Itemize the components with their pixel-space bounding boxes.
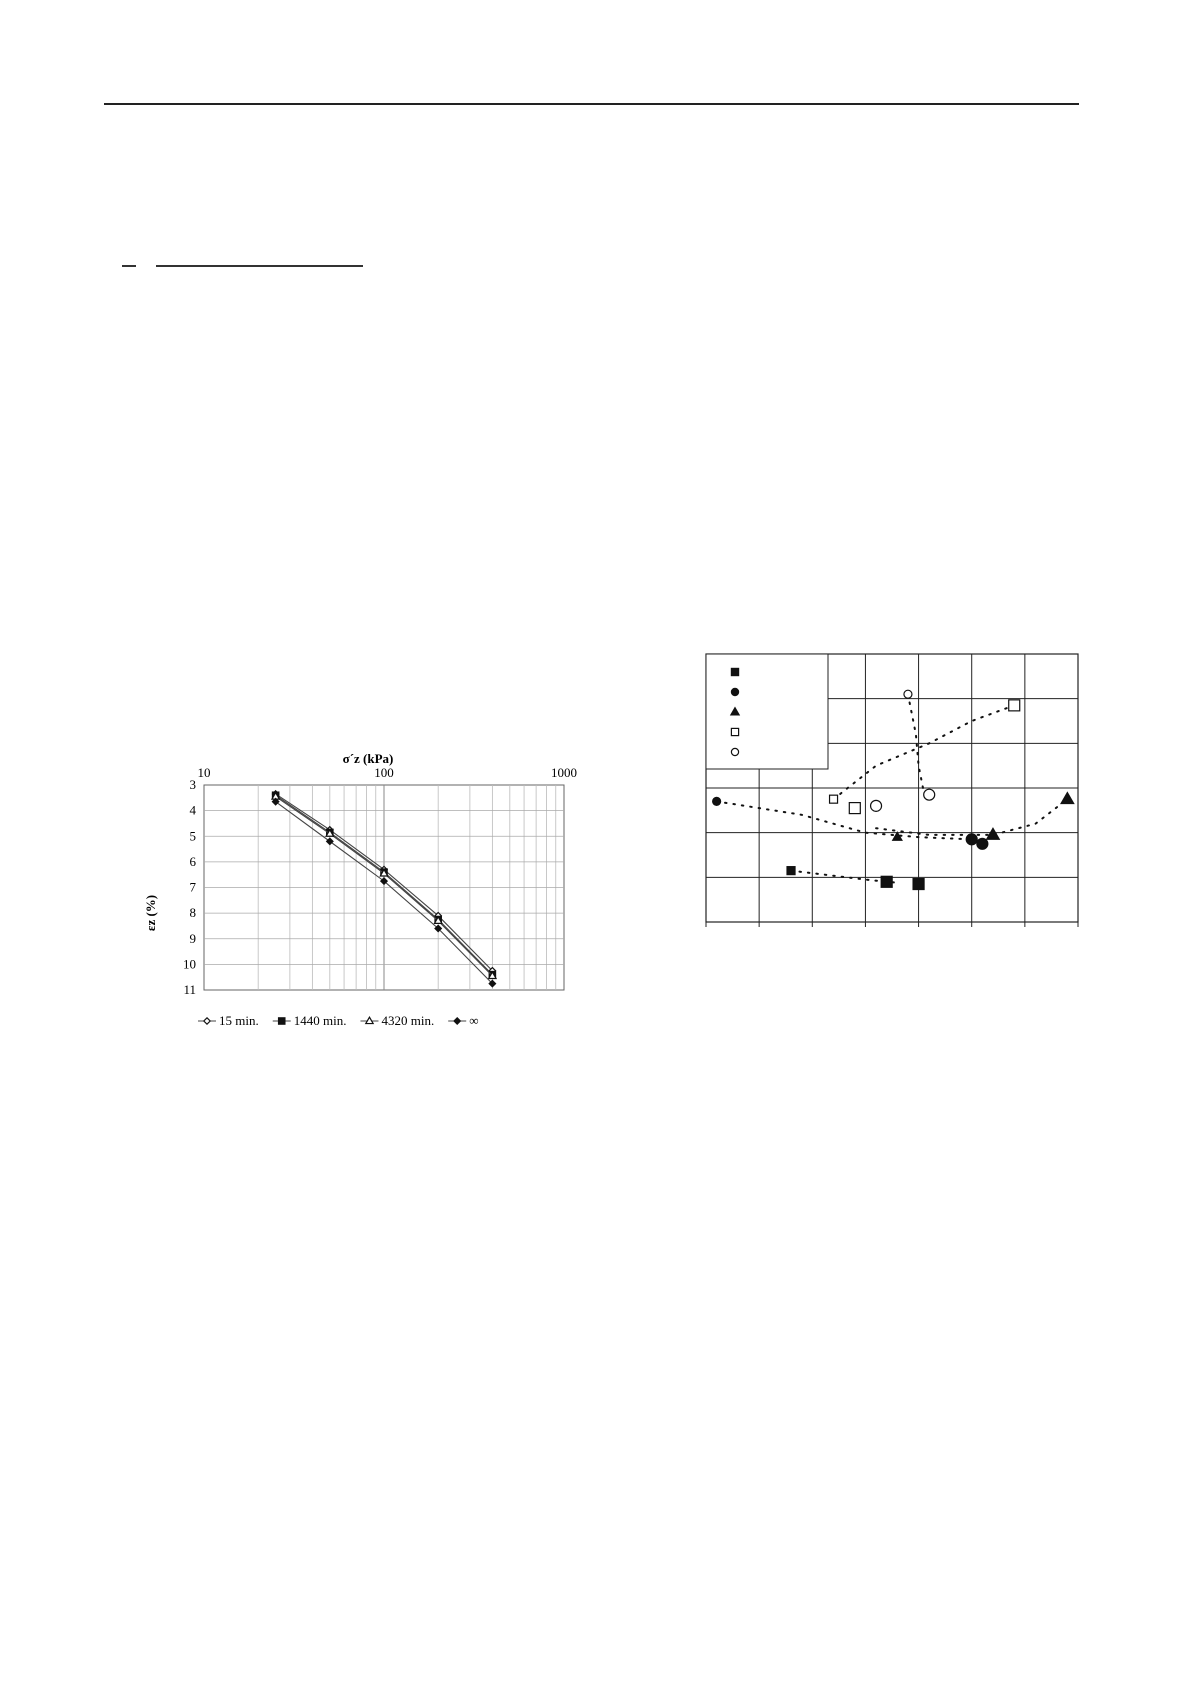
section-number-underline [122,265,136,267]
x-tick-label: 10 [197,765,211,780]
y-tick-label: 5 [189,828,196,844]
data-point [787,867,795,875]
scatter-chart [690,650,1090,940]
chart-grid [204,785,564,990]
chart-legend [198,1013,478,1028]
data-point [924,789,935,800]
header-rule [104,103,1079,105]
strain-stress-chart [140,745,595,1060]
legend-label: 1440 min. [293,1013,347,1028]
data-point [904,690,912,698]
legend-marker [204,1018,210,1024]
legend-marker [731,728,738,735]
figure-strain-vs-stress [140,745,595,1060]
data-point [871,800,882,811]
y-tick-label: 4 [189,802,196,818]
y-tick-label: 6 [189,853,196,869]
y-axis-label: εz (%) [143,894,158,932]
y-tick-label: 8 [189,905,196,921]
section-heading-underline [156,265,363,267]
chart-legend [706,654,828,769]
data-point [830,795,838,803]
y-tick-label: 7 [189,879,196,895]
legend-marker [731,748,738,755]
figure-scatter-paths [690,650,1090,940]
data-point [849,803,860,814]
legend-marker [366,1017,373,1023]
y-tick-label: 9 [189,930,196,946]
x-axis-label: σ´z (kPa) [342,751,394,766]
y-tick-label: 10 [183,956,196,972]
y-tick-label: 11 [183,982,196,997]
data-point [977,838,988,849]
data-point [881,876,892,887]
data-point [713,797,721,805]
x-tick-label: 100 [374,765,394,780]
data-point [913,879,924,890]
data-point [1009,700,1020,711]
legend-marker [731,668,738,675]
x-tick-label: 1000 [551,765,577,780]
legend-box [706,654,828,769]
legend-label: ∞ [469,1013,479,1028]
legend-marker [279,1018,285,1024]
legend-marker [731,688,738,695]
legend-label: 15 min. [219,1013,259,1028]
legend-marker [454,1018,460,1024]
data-point [966,834,977,845]
legend-label: 4320 min. [381,1013,435,1028]
y-tick-label: 3 [189,777,196,792]
